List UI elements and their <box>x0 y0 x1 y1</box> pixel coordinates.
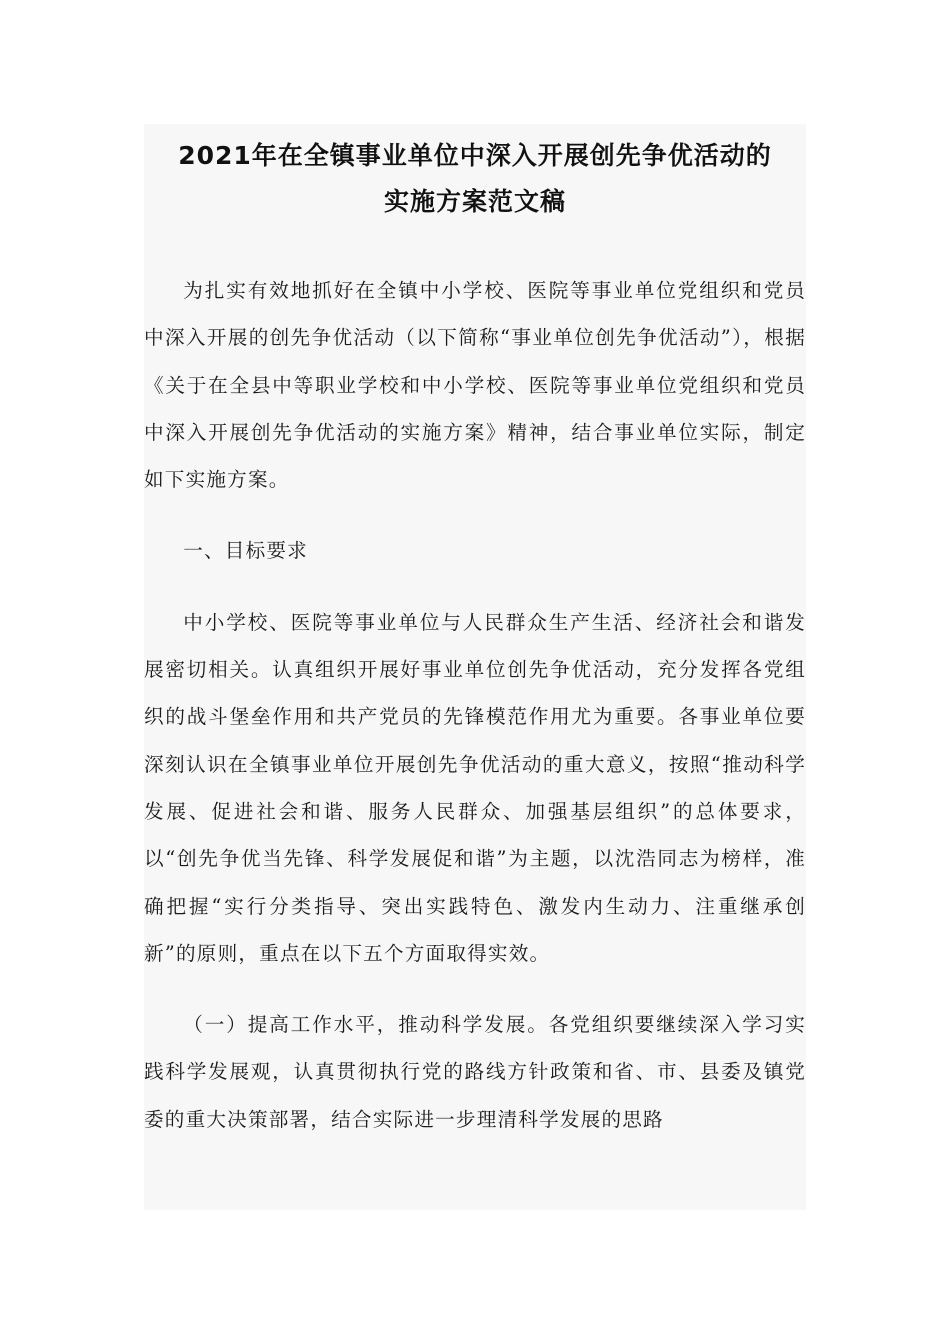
document-title <box>144 134 806 224</box>
title-line-2: 实施方案范文稿 <box>383 187 566 216</box>
document-page <box>144 124 806 1210</box>
document-body <box>144 267 806 1143</box>
paragraph-item-1: （一）提高工作水平，推动科学发展。各党组织要继续深入学习实践科学发展观，认真贯彻执行党的路线方针政策和省、市、县委及镇党委的重大决策部署，结合实际进一步理清科学发展的思路 <box>144 1013 806 1131</box>
paragraph-goals: 中小学校、医院等事业单位与人民群众生产生活、经济社会和谐发展密切相关。认真组织开展好事业单位创先争优活动，充分发挥各党组织的战斗堡垒作用和共产党员的先锋模范作用尤为重要。各事业单位要深刻认识在全镇事业单位开展创先争优活动的重大意义，按照“推动科学发展、促进社会和谐、服务人民群众、加强基层组织”的总体要求，以“创先争优当先锋、科学发展促和谐”为主题，以沈浩同志为榜样，准确把握“实行分类指导、突出实践特色、激发内生动力、注重继承创新”的原则，重点在以下五个方面取得实效。 <box>144 610 806 965</box>
paragraph-intro: 为扎实有效地抓好在全镇中小学校、医院等事业单位党组织和党员中深入开展的创先争优活动（以下简称“事业单位创先争优活动”），根据《关于在全县中等职业学校和中小学校、医院等事业单位党组织和党员中深入开展创先争优活动的实施方案》精神，结合事业单位实际，制定如下实施方案。 <box>144 279 806 492</box>
title-line-1: 2021年在全镇事业单位中深入开展创先争优活动的 <box>178 141 772 170</box>
section-heading-goals: 一、目标要求 <box>183 539 308 563</box>
